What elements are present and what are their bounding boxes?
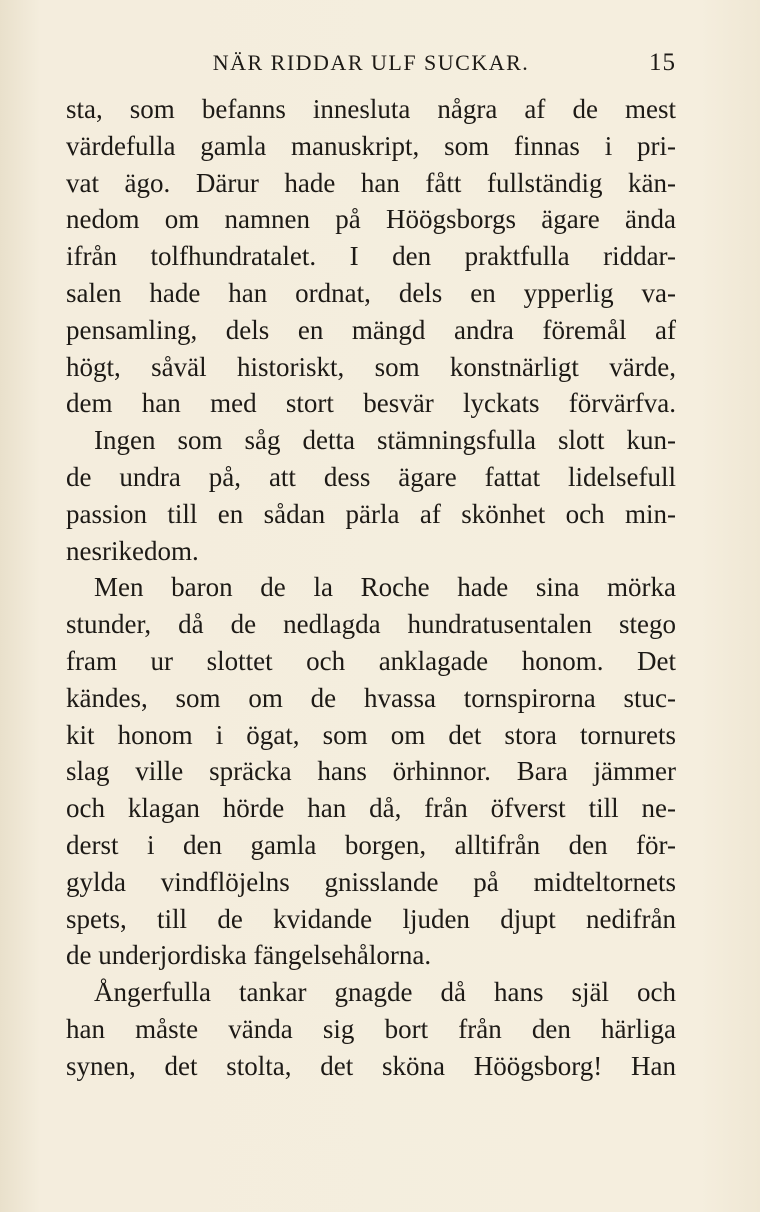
page-number: 15 <box>649 49 676 76</box>
text-line: salen hade han ordnat, dels en ypperlig va- <box>66 277 676 308</box>
text-line: stunder, då de nedlagda hundratusentalen stego <box>66 609 676 640</box>
text-line: ifrån tolfhundratalet. I den praktfulla riddar- <box>66 241 676 272</box>
text-line: nesrikedom. <box>66 535 199 566</box>
text-line: han måste vända sig bort från den härliga <box>66 1013 676 1044</box>
text-line: och klagan hörde han då, från öfverst till ne- <box>66 793 676 824</box>
text-line: nedom om namnen på Höögsborgs ägare ända <box>66 204 676 235</box>
text-line: Ingen som såg detta stämningsfulla slott kun- <box>94 425 676 456</box>
text-line: spets, till de kvidande ljuden djupt nedifrån <box>66 903 676 934</box>
text-line: kändes, som om de hvassa tornspirorna stuc- <box>66 682 676 713</box>
text-line: kit honom i ögat, som om det stora tornurets <box>66 719 676 750</box>
text-line: Men baron de la Roche hade sina mörka <box>94 572 676 603</box>
text-line: vat ägo. Därur hade han fått fullständig kän- <box>66 167 676 198</box>
text-line: fram ur slottet och anklagade honom. Det <box>66 645 676 676</box>
text-line: pensamling, dels en mängd andra föremål af <box>66 314 676 345</box>
text-line: värdefulla gamla manuskript, som finnas i pri- <box>66 130 676 161</box>
text-line: högt, såväl historiskt, som konstnärligt värde, <box>66 351 676 382</box>
text-line: Ångerfulla tankar gnagde då hans själ och <box>94 977 676 1008</box>
text-line: synen, det stolta, det sköna Höögsborg! Han <box>66 1050 676 1081</box>
page-header <box>66 48 676 78</box>
text-line: derst i den gamla borgen, alltifrån den för- <box>66 829 676 860</box>
text-line: de undra på, att dess ägare fattat lidelsefull <box>66 461 676 492</box>
text-line: gylda vindflöjelns gnisslande på midteltornets <box>66 866 676 897</box>
body-text <box>66 91 676 1085</box>
running-title: NÄR RIDDAR ULF SUCKAR. <box>212 50 530 75</box>
text-line: de underjordiska fängelsehålorna. <box>66 940 432 971</box>
text-line: sta, som befanns innesluta några af de mest <box>66 94 676 124</box>
text-line: dem han med stort besvär lyckats förvärfva. <box>66 388 676 419</box>
text-line: slag ville spräcka hans örhinnor. Bara jämmer <box>66 756 676 787</box>
text-line: passion till en sådan pärla af skönhet och min- <box>66 498 676 529</box>
